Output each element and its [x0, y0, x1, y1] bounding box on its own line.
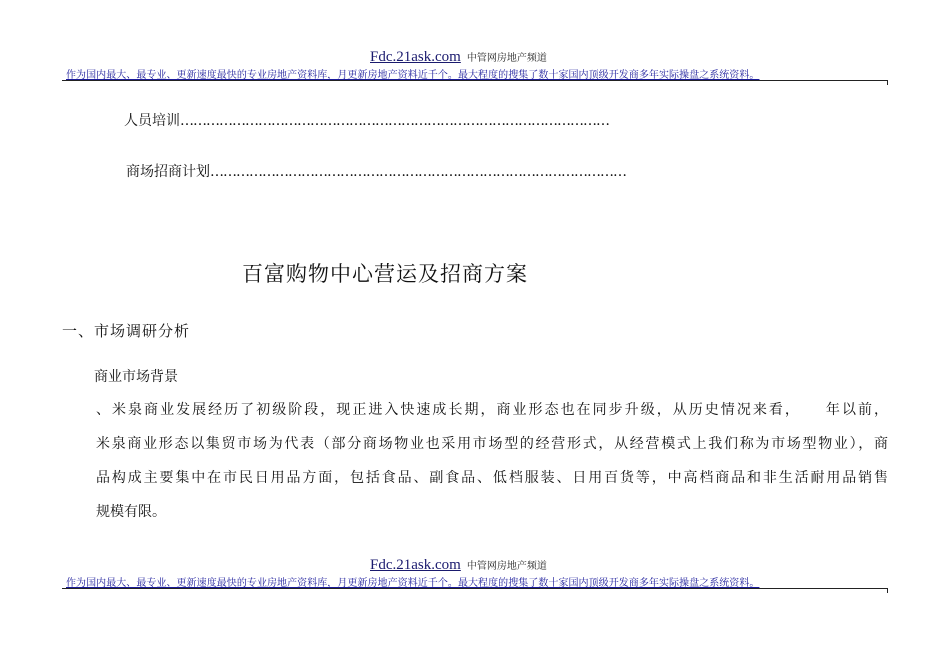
- toc-item-label: 商场招商计划: [126, 164, 210, 180]
- toc-leader-dots: ……………………………………………………………………………………: [210, 164, 626, 180]
- sub-heading: 商业市场背景: [94, 369, 178, 385]
- paragraph-line: 规模有限。: [96, 504, 166, 520]
- section-heading: 一、市场调研分析: [62, 322, 191, 340]
- body-paragraph: [96, 393, 888, 529]
- site-brand-link[interactable]: Fdc.21ask.com: [370, 557, 461, 573]
- brand-line: [370, 46, 547, 66]
- header-divider: [62, 80, 888, 81]
- site-channel-label: 中管网房地产频道: [466, 53, 547, 64]
- paragraph-line: 米泉商业形态以集贸市场为代表（部分商场物业也采用市场型的经营形式，从经营模式上我们称为市场型物业），商: [96, 436, 888, 452]
- site-brand-link[interactable]: Fdc.21ask.com: [370, 49, 461, 65]
- toc-item-leasing-plan[interactable]: [126, 161, 626, 181]
- header-divider: [62, 588, 888, 589]
- paragraph-line: 品构成主要集中在市民日用品方面，包括食品、副食品、低档服装、日用百货等，中高档商品和非生活耐用品销售: [96, 470, 888, 486]
- header-divider-tick: [887, 588, 888, 593]
- site-slogan-link[interactable]: 作为国内最大、最专业、更新速度最快的专业房地产资料库，月更新房地产资料近千个。最大程度的搜集了数十家国内顶级开发商多年实际操盘之系统资料。: [66, 70, 760, 81]
- toc-leader-dots: ………………………………………………………………………………………: [180, 113, 609, 129]
- brand-line: [370, 554, 547, 574]
- site-slogan-link[interactable]: 作为国内最大、最专业、更新速度最快的专业房地产资料库，月更新房地产资料近千个。最大程度的搜集了数十家国内顶级开发商多年实际操盘之系统资料。: [66, 578, 760, 589]
- header-divider-tick: [887, 80, 888, 85]
- toc-item-label: 人员培训: [124, 113, 180, 129]
- site-channel-label: 中管网房地产频道: [466, 561, 547, 572]
- paragraph-line: 、米泉商业发展经历了初级阶段，现正进入快速成长期，商业形态也在同步升级，从历史情况来看， 年以前，: [96, 402, 888, 418]
- document-title: 百富购物中心营运及招商方案: [242, 262, 528, 286]
- toc-item-staff-training[interactable]: [124, 110, 609, 130]
